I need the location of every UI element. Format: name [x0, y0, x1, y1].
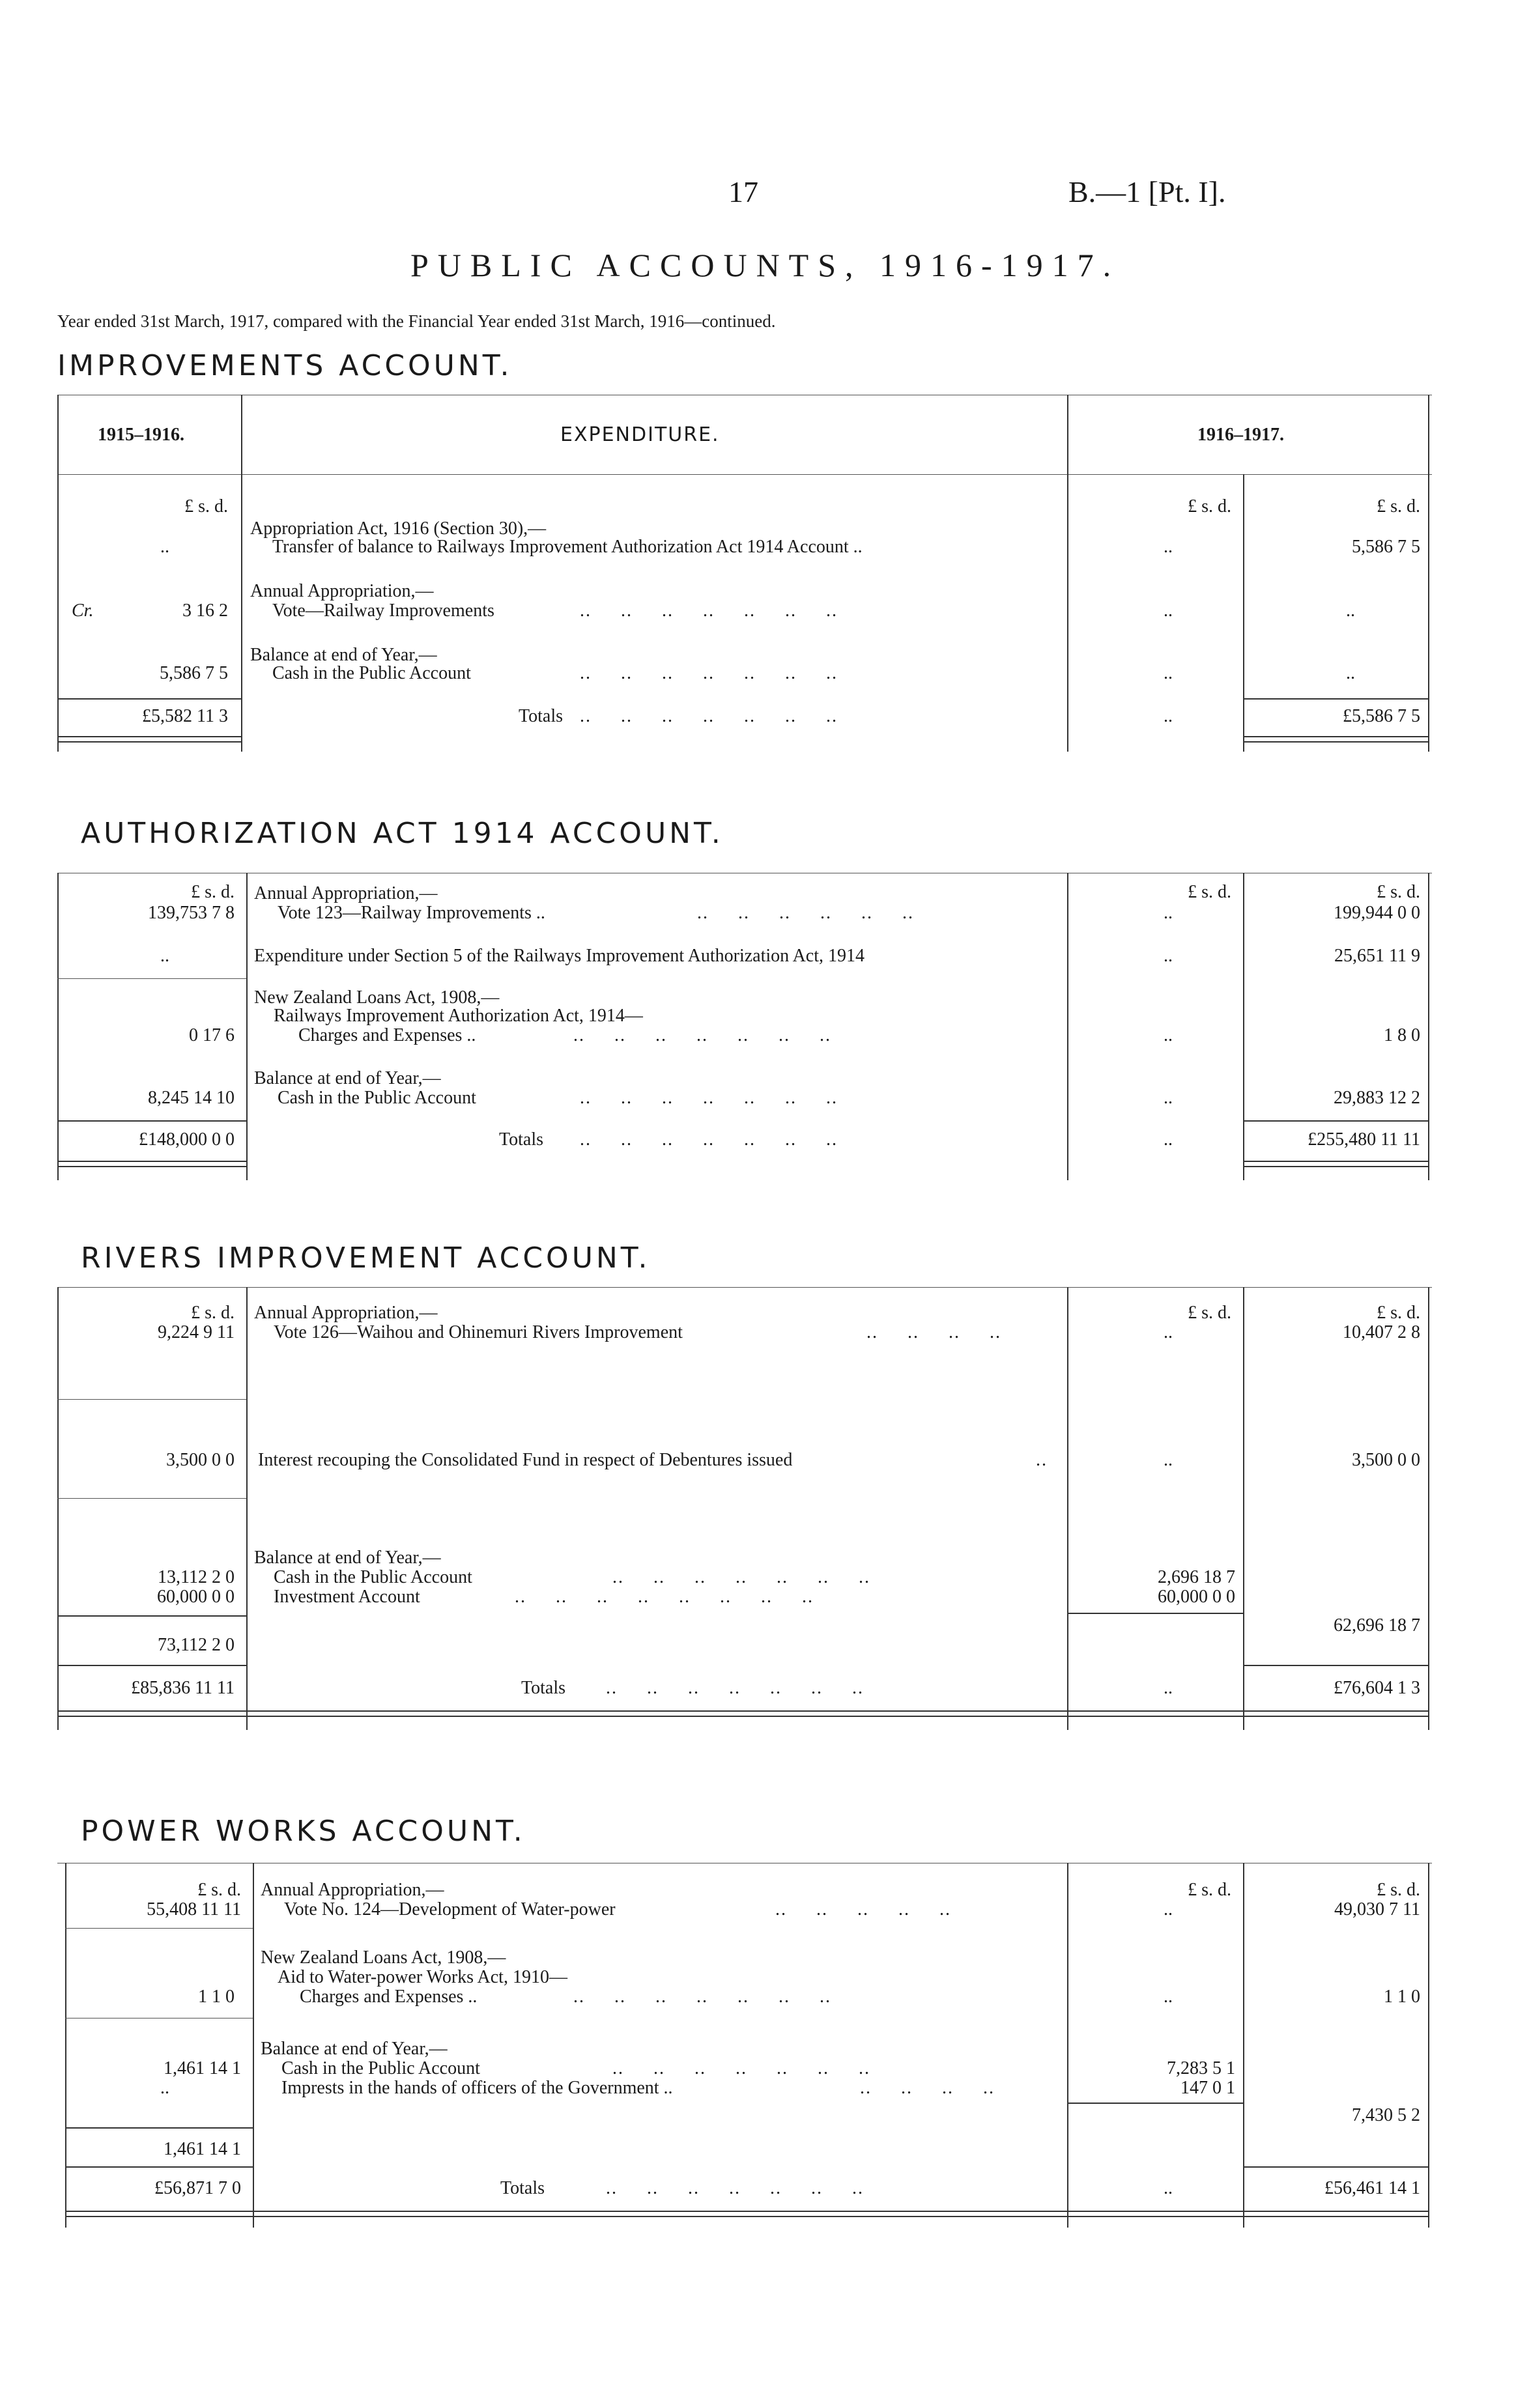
- totals-label: Totals: [521, 1678, 566, 1698]
- value-mid: ..: [1164, 1899, 1173, 1919]
- value-mid: ..: [1164, 946, 1173, 966]
- total-1915: £56,871 7 0: [154, 2178, 241, 2198]
- row-heading: Balance at end of Year,—: [254, 1068, 441, 1088]
- value-mid: ..: [1164, 1987, 1173, 2007]
- page-number: 17: [728, 175, 758, 208]
- section-title: RIVERS IMPROVEMENT ACCOUNT.: [81, 1241, 651, 1275]
- unit-header-left: £ s. d.: [191, 882, 235, 902]
- row-heading: Balance at end of Year,—: [254, 1548, 441, 1568]
- row-heading: Annual Appropriation,—: [254, 1303, 438, 1323]
- row-description: Vote—Railway Improvements: [272, 601, 494, 621]
- value-1916: 25,651 11 9: [1334, 946, 1420, 966]
- row-description: Cash in the Public Account: [272, 663, 471, 683]
- value-1916: ..: [1346, 601, 1355, 621]
- row-heading: New Zealand Loans Act, 1908,—: [254, 987, 500, 1008]
- row-subheading: Railways Improvement Authorization Act, 1914—: [274, 1006, 643, 1026]
- total-mid: ..: [1164, 2178, 1173, 2198]
- total-1915: £5,582 11 3: [142, 706, 228, 726]
- row-subheading: Aid to Water-power Works Act, 1910—: [278, 1967, 567, 1987]
- value-1915: ..: [160, 537, 169, 557]
- value-1915-subtotal: 73,112 2 0: [158, 1635, 235, 1655]
- total-1916: £56,461 14 1: [1324, 2178, 1420, 2198]
- total-1915: £85,836 11 11: [131, 1678, 235, 1698]
- row-description: Vote No. 124—Development of Water-power: [284, 1899, 616, 1919]
- value-mid: ..: [1164, 1025, 1173, 1045]
- column-header-expenditure: EXPENDITURE.: [560, 423, 720, 446]
- value-mid: ..: [1164, 601, 1173, 621]
- row-description: Imprests in the hands of officers of the Government ..: [281, 2078, 673, 2098]
- unit-header-right: £ s. d.: [1377, 496, 1420, 517]
- value-1915: 60,000 0 0: [157, 1587, 235, 1607]
- row-description: Cash in the Public Account: [278, 1088, 476, 1108]
- value-1916: 5,586 7 5: [1352, 537, 1420, 557]
- total-1916: £255,480 11 11: [1308, 1129, 1420, 1150]
- unit-header-right: £ s. d.: [1377, 882, 1420, 902]
- value-1915: 5,586 7 5: [160, 663, 228, 683]
- unit-header-mid: £ s. d.: [1188, 1303, 1231, 1323]
- value-1916: 3,500 0 0: [1352, 1450, 1420, 1470]
- value-mid: ..: [1164, 1450, 1173, 1470]
- value-mid: ..: [1164, 903, 1173, 923]
- value-mid: ..: [1164, 537, 1173, 557]
- value-1916: 1 1 0: [1384, 1987, 1420, 2007]
- unit-header-left: £ s. d.: [184, 496, 228, 517]
- value-mid: 7,283 5 1: [1167, 2058, 1235, 2078]
- unit-header-left: £ s. d.: [197, 1880, 241, 1900]
- value-1916: 62,696 18 7: [1334, 1615, 1420, 1636]
- row-heading: Balance at end of Year,—: [261, 2039, 448, 2059]
- value-1915: 3,500 0 0: [166, 1450, 235, 1470]
- unit-header-left: £ s. d.: [191, 1303, 235, 1323]
- value-1915: 1,461 14 1: [164, 2058, 241, 2078]
- row-description: Charges and Expenses ..: [300, 1987, 478, 2007]
- value-1916: ..: [1346, 663, 1355, 683]
- column-header-1916: 1916–1917.: [1197, 425, 1284, 445]
- unit-header-mid: £ s. d.: [1188, 882, 1231, 902]
- row-description: Interest recouping the Consolidated Fund in respect of Debentures issued: [258, 1450, 793, 1470]
- row-description: Expenditure under Section 5 of the Railways Improvement Authorization Act, 1914: [254, 946, 865, 966]
- section-title: IMPROVEMENTS ACCOUNT.: [57, 349, 513, 382]
- unit-header-mid: £ s. d.: [1188, 1880, 1231, 1900]
- value-1916: 49,030 7 11: [1334, 1899, 1420, 1919]
- value-1915: 0 17 6: [189, 1025, 235, 1045]
- total-1916: £76,604 1 3: [1334, 1678, 1420, 1698]
- row-description: Transfer of balance to Railways Improvement Authorization Act 1914 Account ..: [272, 537, 863, 557]
- row-description: Cash in the Public Account: [281, 2058, 480, 2078]
- row-heading: Annual Appropriation,—: [261, 1880, 444, 1900]
- section-title: POWER WORKS ACCOUNT.: [81, 1815, 526, 1848]
- page-title: PUBLIC ACCOUNTS, 1916-1917.: [410, 247, 1121, 283]
- value-1915-subtotal: 1,461 14 1: [164, 2139, 241, 2159]
- row-heading: New Zealand Loans Act, 1908,—: [261, 1948, 506, 1968]
- total-1915: £148,000 0 0: [139, 1129, 235, 1150]
- value-1915: 1 1 0: [198, 1987, 235, 2007]
- row-description: Charges and Expenses ..: [298, 1025, 476, 1045]
- unit-header-right: £ s. d.: [1377, 1880, 1420, 1900]
- value-1916: 7,430 5 2: [1352, 2105, 1420, 2125]
- value-mid: ..: [1164, 663, 1173, 683]
- value-1916: 29,883 12 2: [1334, 1088, 1420, 1108]
- row-description: Vote 123—Railway Improvements ..: [278, 903, 545, 923]
- value-mid: 147 0 1: [1180, 2078, 1235, 2098]
- totals-label: Totals: [499, 1129, 544, 1150]
- value-1915: 139,753 7 8: [148, 903, 235, 923]
- row-heading: Annual Appropriation,—: [254, 883, 438, 903]
- value-1915: 8,245 14 10: [148, 1088, 235, 1108]
- row-description: Cash in the Public Account: [274, 1567, 472, 1587]
- page-subtitle: Year ended 31st March, 1917, compared with the Financial Year ended 31st March, 1916—continued.: [57, 311, 776, 331]
- value-1915: 13,112 2 0: [158, 1567, 235, 1587]
- totals-label: Totals: [500, 2178, 545, 2198]
- total-mid: ..: [1164, 1678, 1173, 1698]
- value-1916: 199,944 0 0: [1334, 903, 1420, 923]
- value-mid: 60,000 0 0: [1158, 1587, 1235, 1607]
- row-heading: Annual Appropriation,—: [250, 581, 434, 601]
- value-1916: 10,407 2 8: [1343, 1322, 1420, 1342]
- total-mid: ..: [1164, 706, 1173, 726]
- value-mid: 2,696 18 7: [1158, 1567, 1235, 1587]
- totals-label: Totals: [519, 706, 564, 726]
- total-mid: ..: [1164, 1129, 1173, 1150]
- unit-header-right: £ s. d.: [1377, 1303, 1420, 1323]
- document-reference: B.—1 [Pt. I].: [1068, 175, 1226, 208]
- row-heading: Appropriation Act, 1916 (Section 30),—: [250, 518, 547, 539]
- section-title: AUTHORIZATION ACT 1914 ACCOUNT.: [81, 817, 724, 850]
- value-1915: ..: [160, 946, 169, 966]
- unit-header-mid: £ s. d.: [1188, 496, 1231, 517]
- total-1916: £5,586 7 5: [1343, 706, 1420, 726]
- value-mid: ..: [1164, 1322, 1173, 1342]
- value-1915: 3 16 2: [182, 601, 228, 621]
- value-1915: 9,224 9 11: [158, 1322, 235, 1342]
- row-description: Investment Account: [274, 1587, 420, 1607]
- credit-marker: Cr.: [72, 601, 94, 621]
- column-header-1915: 1915–1916.: [98, 425, 184, 445]
- value-mid: ..: [1164, 1088, 1173, 1108]
- row-description: Vote 126—Waihou and Ohinemuri Rivers Improvement: [274, 1322, 683, 1342]
- value-1915: ..: [160, 2078, 169, 2098]
- value-1915: 55,408 11 11: [147, 1899, 241, 1919]
- row-heading: Balance at end of Year,—: [250, 645, 437, 665]
- value-1916: 1 8 0: [1384, 1025, 1420, 1045]
